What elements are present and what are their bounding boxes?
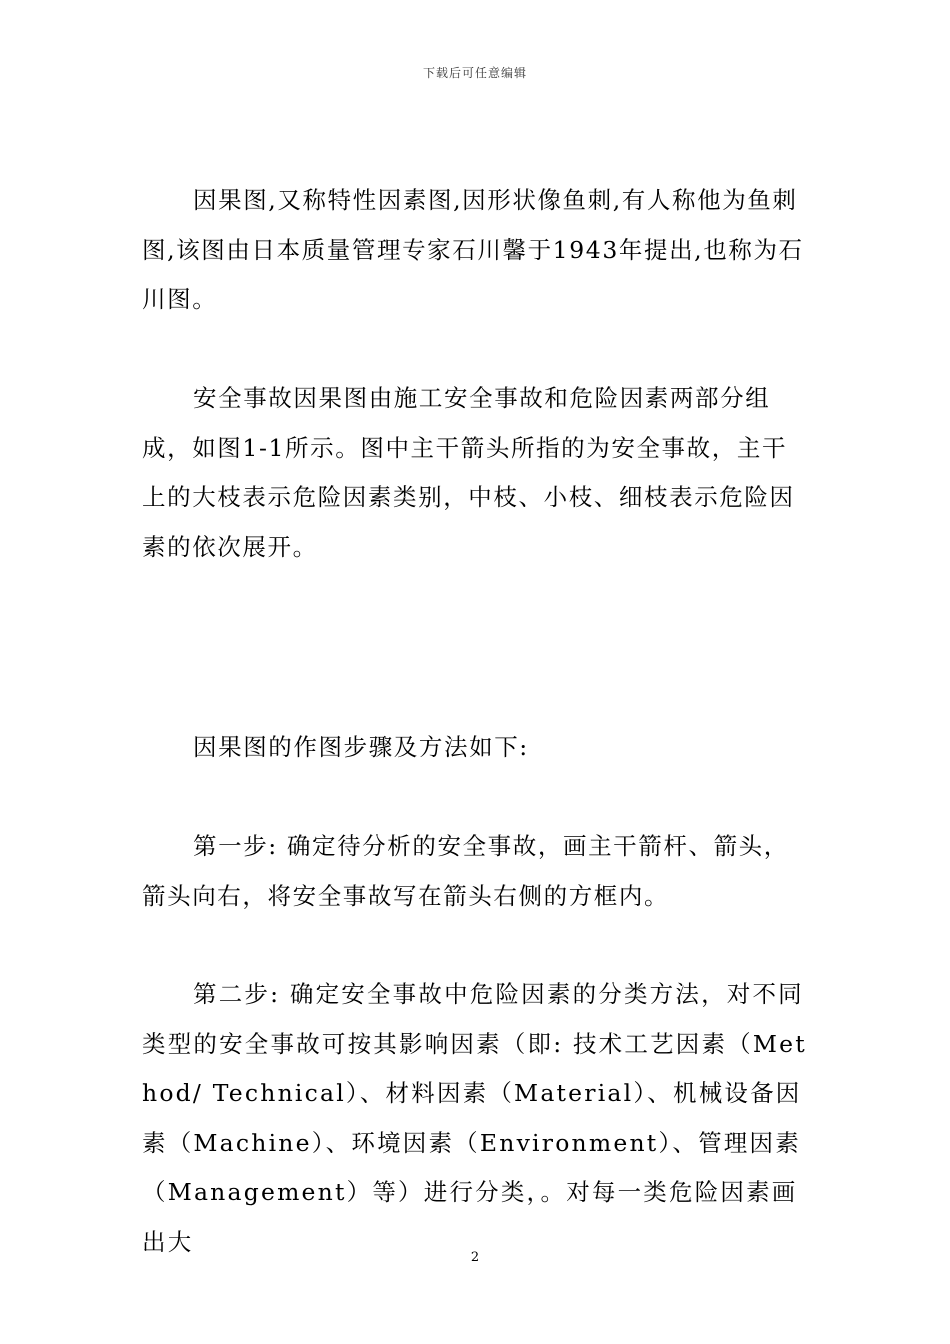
paragraph-diagram-composition: 安全事故因果图由施工安全事故和危险因素两部分组成，如图1-1所示。图中主干箭头所指的为安全事故，主干上的大枝表示危险因素类别，中枝、小枝、细枝表示危险因素的依次展开。 xyxy=(142,384,795,561)
page-header: 下载后可任意编辑 xyxy=(422,66,527,80)
page-number: 2 xyxy=(470,1250,480,1265)
paragraph-steps-intro: 因果图的作图步骤及方法如下: xyxy=(193,733,529,761)
paragraph-fishbone-definition: 因果图,又称特性因素图,因形状像鱼刺,有人称他为鱼刺图,该图由日本质量管理专家石川馨于1943年提出,也称为石川图。 xyxy=(142,186,804,313)
paragraph-step-two: 第二步: 确定安全事故中危险因素的分类方法，对不同类型的安全事故可按其影响因素（即: 技术工艺因素（Method/ Technical）、材料因素（Material）、机械设备因素（Machine）、环境因素（Environment）、管理因素（Management）等）进行分类，。对每一类危险因素画出大 xyxy=(142,980,807,1256)
paragraph-step-one: 第一步: 确定待分析的安全事故，画主干箭杆、箭头，箭头向右，将安全事故写在箭头右侧的方框内。 xyxy=(142,832,789,910)
